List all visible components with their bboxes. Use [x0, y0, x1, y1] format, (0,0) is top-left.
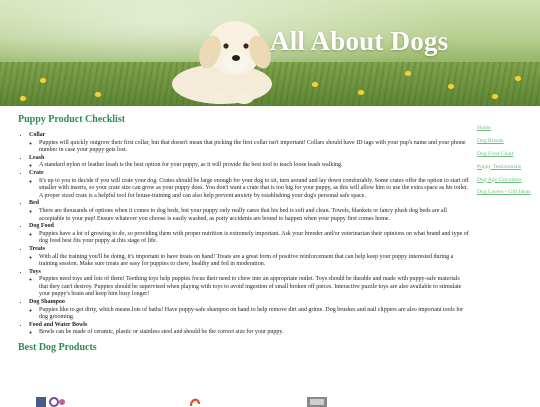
- product-image-crate[interactable]: [306, 395, 328, 407]
- item-name: Leash: [29, 154, 45, 161]
- flower: [20, 96, 26, 101]
- sidebar-nav: [477, 125, 537, 202]
- list-item: [29, 200, 470, 223]
- item-description: ◦ Puppies need toys and lots of them! Teething toys help puppies focus their need to chew into an appropriate outlet. Toys should be durable and made with puppy-safe materials that they can't destroy. Puppies should be supervised when playing with toys to avoid ingestion of small broken off pieces. Interactive puzzle toys are also available to stimulate your puppy's brain and keep him busy longer!: [39, 276, 470, 299]
- item-name: Food and Water Bowls: [29, 321, 88, 328]
- item-description: ◦ With all the training you'll be doing, it's important to have treats on hand! Treats are a great form of positive reinforcement that can help keep your puppy interested during a training session. Make sure treats are easy for puppies to chew, healthy and fed in moderation.: [39, 254, 470, 269]
- list-item: [29, 299, 470, 322]
- flower: [492, 94, 498, 99]
- flower: [515, 76, 521, 81]
- item-description: ◦ A standard nylon or leather leash is the best option for your puppy, as it will provide the best tool to teach loose leash walking.: [39, 162, 470, 170]
- sidebar-link-gift-ideas[interactable]: Dog Lovers - Gift Ideas: [477, 189, 531, 196]
- item-description: ◦ There are thousands of options when it comes to dog beds, but your puppy only really cares that his bed is soft and clean. Towels, blankets or fancy plush dog beds are all acceptable to your pup! Ensure whatever you choose is easily washed, as potty accidents are bound to happen when your puppy first comes home.: [39, 208, 470, 223]
- item-name: Bed: [29, 200, 40, 207]
- list-item: [29, 155, 470, 170]
- item-name: Toys: [29, 268, 41, 275]
- product-image-collar[interactable]: [36, 395, 66, 407]
- checklist: [18, 132, 470, 337]
- item-name: Crate: [29, 169, 44, 176]
- sidebar-link-dog-food-chart[interactable]: Dog Food Chart: [477, 150, 514, 157]
- sidebar-link-dog-breeds[interactable]: Dog Breeds: [477, 137, 504, 144]
- list-item: [29, 322, 470, 337]
- page-content: [0, 106, 540, 405]
- list-item: [29, 246, 470, 269]
- flower: [40, 78, 46, 83]
- flower: [95, 92, 101, 97]
- list-item: [29, 132, 470, 155]
- site-title: All About Dogs: [270, 26, 449, 56]
- flower: [448, 84, 454, 89]
- list-item: [29, 223, 470, 246]
- sidebar-link-puppy-testimonials[interactable]: Puppy Testimonials: [477, 163, 522, 170]
- item-description: ◦ Puppies will quickly outgrow their first collar, but that doesn't mean that picking the first collar isn't important! Collars should have ID tags with your pup's name and your phone number in case your puppy gets lost.: [39, 140, 470, 155]
- product-image-leash[interactable]: [188, 395, 202, 407]
- item-name: Dog Food: [29, 223, 54, 230]
- products-title: Best Dog Products: [18, 342, 97, 354]
- list-item: [29, 170, 470, 200]
- list-item: [29, 269, 470, 299]
- item-description: ◦ Puppies like to get dirty, which means lots of baths! Have puppy-safe shampoo on hand to help remove dirt and grime. Dog brushes and nail clippers are also important tools for dog grooming.: [39, 307, 470, 322]
- sidebar-link-dog-age-calculator[interactable]: Dog Age Calculator: [477, 176, 522, 183]
- main-column: [18, 114, 470, 354]
- item-name: Treats: [29, 245, 46, 252]
- item-description: ◦ Puppies have a lot of growing to do, so providing them with proper nutrition is extremely important. Ask your breeder and/or veterinarian their opinions on what brand and type of dog food best fits your puppy at this stage of life.: [39, 231, 470, 246]
- item-description: ◦ It's up to you to decide if you will crate your dog. Crates should be large enough for your dog to sit, turn around and lay down comfortably. Some crates offer the option to start off smaller with inserts, so your crate size can grow as your puppy does. You don't want a crate that is too big for your puppy, as this will allow him to use the extra space as his toilet. A proper sized crate is a helpful tool for house-training and can also help prevent anxiety by establishing your dog's personal safe space.: [39, 178, 470, 201]
- hero-banner: [0, 0, 540, 106]
- flower: [405, 71, 411, 76]
- sidebar-link-home[interactable]: Home: [477, 125, 491, 131]
- item-name: Collar: [29, 132, 46, 138]
- item-name: Dog Shampoo: [29, 299, 65, 306]
- item-description: ◦ Bowls can be made of ceramic, plastic or stainless steel and should be the correct size for your puppy.: [39, 329, 470, 337]
- flower: [358, 90, 364, 95]
- flower: [312, 82, 318, 87]
- checklist-title: Puppy Product Checklist: [18, 114, 126, 125]
